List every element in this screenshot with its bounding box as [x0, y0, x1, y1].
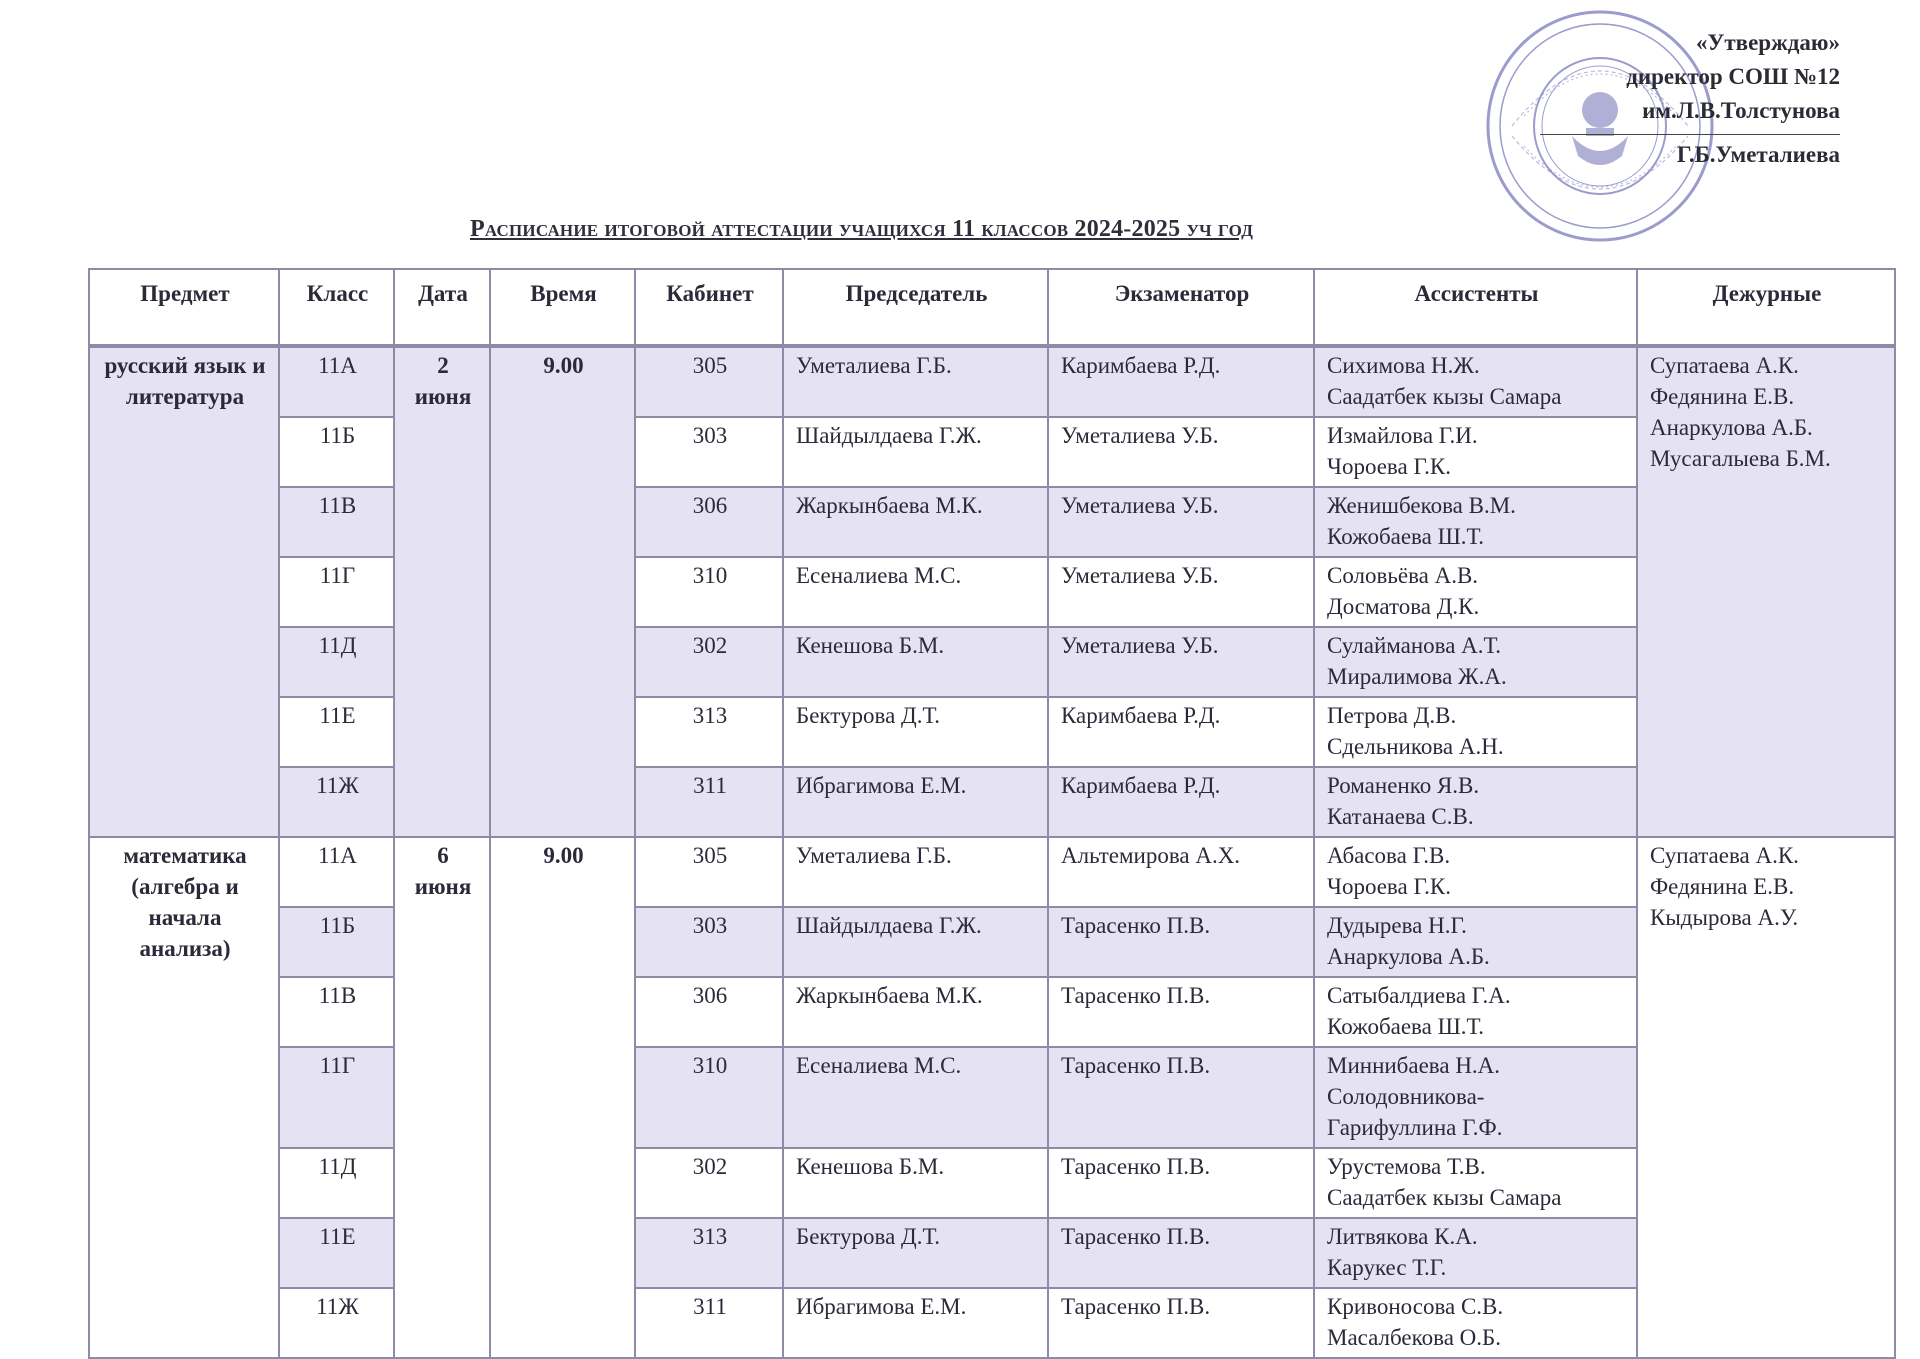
- chair-cell: Уметалиева Г.Б.: [783, 837, 1048, 907]
- room-cell: 313: [635, 697, 783, 767]
- chair-cell: Бектурова Д.Т.: [783, 1218, 1048, 1288]
- class-cell: 11Е: [279, 1218, 394, 1288]
- signature-line: [1540, 134, 1840, 172]
- column-header: Предмет: [89, 269, 279, 346]
- assistant-name: Досматова Д.К.: [1327, 594, 1480, 619]
- assistant-name: Урустемова Т.В.: [1327, 1154, 1486, 1179]
- table-row: [89, 907, 1895, 977]
- assistant-name: Женишбекова В.М.: [1327, 493, 1516, 518]
- assistant-name: Соловьёва А.В.: [1327, 563, 1479, 588]
- column-header: Время: [490, 269, 635, 346]
- time-cell: 9.00: [490, 837, 635, 1358]
- table-row: [89, 557, 1895, 627]
- class-cell: 11Д: [279, 1148, 394, 1218]
- class-cell: 11А: [279, 837, 394, 907]
- duty-name: Анаркулова А.Б.: [1650, 415, 1813, 440]
- room-cell: 305: [635, 346, 783, 417]
- chair-cell: Ибрагимова Е.М.: [783, 1288, 1048, 1358]
- assistant-name: Солодовникова-: [1327, 1084, 1485, 1109]
- duty-name: Мусагалыева Б.М.: [1650, 446, 1831, 471]
- chair-cell: Кенешова Б.М.: [783, 1148, 1048, 1218]
- assistant-name: Петрова Д.В.: [1327, 703, 1457, 728]
- duty-name: Федянина Е.В.: [1650, 384, 1795, 409]
- class-cell: 11Б: [279, 417, 394, 487]
- chair-cell: Шайдылдаева Г.Ж.: [783, 417, 1048, 487]
- assistants-cell: [1314, 557, 1637, 627]
- time-cell: 9.00: [490, 346, 635, 837]
- room-cell: 303: [635, 907, 783, 977]
- assistant-name: Чороева Г.К.: [1327, 454, 1451, 479]
- assistants-cell: [1314, 977, 1637, 1047]
- assistant-name: Миннибаева Н.А.: [1327, 1053, 1501, 1078]
- assistant-name: Литвякова К.А.: [1327, 1224, 1478, 1249]
- examiner-cell: Тарасенко П.В.: [1048, 1288, 1314, 1358]
- column-header: Дежурные: [1637, 269, 1895, 346]
- examiner-cell: Каримбаева Р.Д.: [1048, 346, 1314, 417]
- room-cell: 305: [635, 837, 783, 907]
- approval-position: директор СОШ №12: [1626, 64, 1840, 89]
- approval-heading: «Утверждаю»: [1696, 30, 1840, 55]
- assistants-cell: [1314, 1288, 1637, 1358]
- assistant-name: Кривоносова С.В.: [1327, 1294, 1504, 1319]
- assistants-cell: [1314, 1218, 1637, 1288]
- room-cell: 303: [635, 417, 783, 487]
- column-header: Класс: [279, 269, 394, 346]
- assistant-name: Миралимова Ж.А.: [1327, 664, 1507, 689]
- document-title: Расписание итоговой аттестации учащихся 11 классов 2024-2025 уч год: [470, 216, 1254, 242]
- chair-cell: Есеналиева М.С.: [783, 1047, 1048, 1148]
- assistant-name: Абасова Г.В.: [1327, 843, 1451, 868]
- table-row: [89, 837, 1895, 907]
- chair-cell: Кенешова Б.М.: [783, 627, 1048, 697]
- table-row: [89, 627, 1895, 697]
- chair-cell: Жаркынбаева М.К.: [783, 487, 1048, 557]
- assistants-cell: [1314, 627, 1637, 697]
- assistant-name: Саадатбек кызы Самара: [1327, 384, 1562, 409]
- duty-name: Федянина Е.В.: [1650, 874, 1795, 899]
- examiner-cell: Альтемирова А.Х.: [1048, 837, 1314, 907]
- exam-schedule-table: [88, 268, 1896, 1359]
- assistants-cell: [1314, 837, 1637, 907]
- chair-cell: Ибрагимова Е.М.: [783, 767, 1048, 837]
- examiner-cell: Уметалиева У.Б.: [1048, 417, 1314, 487]
- duty-cell: [1637, 346, 1895, 837]
- table-row: [89, 1047, 1895, 1148]
- assistant-name: Саадатбек кызы Самара: [1327, 1185, 1562, 1210]
- header-row: [89, 269, 1895, 346]
- room-cell: 313: [635, 1218, 783, 1288]
- examiner-cell: Уметалиева У.Б.: [1048, 557, 1314, 627]
- approval-block: [1540, 26, 1840, 172]
- class-cell: 11Г: [279, 1047, 394, 1148]
- assistant-name: Кожобаева Ш.Т.: [1327, 1014, 1485, 1039]
- assistant-name: Масалбекова О.Б.: [1327, 1325, 1501, 1350]
- date-cell: 6 июня: [394, 837, 490, 1358]
- column-header: Дата: [394, 269, 490, 346]
- table-row: [89, 697, 1895, 767]
- date-cell: 2 июня: [394, 346, 490, 837]
- examiner-cell: Каримбаева Р.Д.: [1048, 767, 1314, 837]
- column-header: Ассистенты: [1314, 269, 1637, 346]
- column-header: Председатель: [783, 269, 1048, 346]
- signature-rule: [1540, 134, 1840, 136]
- assistant-name: Романенко Я.В.: [1327, 773, 1480, 798]
- examiner-cell: Уметалиева У.Б.: [1048, 487, 1314, 557]
- class-cell: 11Б: [279, 907, 394, 977]
- examiner-cell: Тарасенко П.В.: [1048, 1148, 1314, 1218]
- class-cell: 11А: [279, 346, 394, 417]
- duty-cell: [1637, 837, 1895, 1358]
- assistant-name: Сихимова Н.Ж.: [1327, 353, 1480, 378]
- column-header: Экзаменатор: [1048, 269, 1314, 346]
- assistant-name: Дудырева Н.Г.: [1327, 913, 1467, 938]
- assistant-name: Сдельникова А.Н.: [1327, 734, 1504, 759]
- examiner-cell: Каримбаева Р.Д.: [1048, 697, 1314, 767]
- assistant-name: Гарифуллина Г.Ф.: [1327, 1115, 1503, 1140]
- class-cell: 11В: [279, 977, 394, 1047]
- subject-cell: русский язык и литература: [89, 346, 279, 837]
- chair-cell: Жаркынбаева М.К.: [783, 977, 1048, 1047]
- assistants-cell: [1314, 907, 1637, 977]
- table-row: [89, 767, 1895, 837]
- duty-name: Супатаева А.К.: [1650, 353, 1799, 378]
- assistants-cell: [1314, 417, 1637, 487]
- assistant-name: Сатыбалдиева Г.А.: [1327, 983, 1511, 1008]
- room-cell: 310: [635, 1047, 783, 1148]
- table-row: [89, 1148, 1895, 1218]
- room-cell: 311: [635, 1288, 783, 1358]
- assistants-cell: [1314, 1148, 1637, 1218]
- table-row: [89, 977, 1895, 1047]
- assistant-name: Чороева Г.К.: [1327, 874, 1451, 899]
- table-row: [89, 417, 1895, 487]
- chair-cell: Шайдылдаева Г.Ж.: [783, 907, 1048, 977]
- examiner-cell: Тарасенко П.В.: [1048, 977, 1314, 1047]
- room-cell: 311: [635, 767, 783, 837]
- subject-cell: математика (алгебра и начала анализа): [89, 837, 279, 1358]
- class-cell: 11В: [279, 487, 394, 557]
- class-cell: 11Е: [279, 697, 394, 767]
- duty-name: Супатаева А.К.: [1650, 843, 1799, 868]
- table-row: [89, 1288, 1895, 1358]
- table-row: [89, 487, 1895, 557]
- room-cell: 302: [635, 1148, 783, 1218]
- chair-cell: Уметалиева Г.Б.: [783, 346, 1048, 417]
- examiner-cell: Тарасенко П.В.: [1048, 1047, 1314, 1148]
- room-cell: 302: [635, 627, 783, 697]
- assistants-cell: [1314, 697, 1637, 767]
- duty-name: Кыдырова А.У.: [1650, 905, 1799, 930]
- assistants-cell: [1314, 346, 1637, 417]
- class-cell: 11Г: [279, 557, 394, 627]
- room-cell: 310: [635, 557, 783, 627]
- assistant-name: Катанаева С.В.: [1327, 804, 1474, 829]
- table-row: [89, 1218, 1895, 1288]
- chair-cell: Бектурова Д.Т.: [783, 697, 1048, 767]
- assistant-name: Карукес Т.Г.: [1327, 1255, 1447, 1280]
- examiner-cell: Уметалиева У.Б.: [1048, 627, 1314, 697]
- assistants-cell: [1314, 767, 1637, 837]
- examiner-cell: Тарасенко П.В.: [1048, 907, 1314, 977]
- assistant-name: Сулайманова А.Т.: [1327, 633, 1502, 658]
- room-cell: 306: [635, 977, 783, 1047]
- examiner-cell: Тарасенко П.В.: [1048, 1218, 1314, 1288]
- assistants-cell: [1314, 1047, 1637, 1148]
- class-cell: 11Д: [279, 627, 394, 697]
- assistant-name: Измайлова Г.И.: [1327, 423, 1478, 448]
- assistants-cell: [1314, 487, 1637, 557]
- signature-name: Г.Б.Уметалиева: [1676, 142, 1840, 167]
- approval-school: им.Л.В.Толстунова: [1642, 98, 1840, 123]
- room-cell: 306: [635, 487, 783, 557]
- class-cell: 11Ж: [279, 767, 394, 837]
- column-header: Кабинет: [635, 269, 783, 346]
- class-cell: 11Ж: [279, 1288, 394, 1358]
- assistant-name: Анаркулова А.Б.: [1327, 944, 1490, 969]
- assistant-name: Кожобаева Ш.Т.: [1327, 524, 1485, 549]
- table-row: [89, 346, 1895, 417]
- chair-cell: Есеналиева М.С.: [783, 557, 1048, 627]
